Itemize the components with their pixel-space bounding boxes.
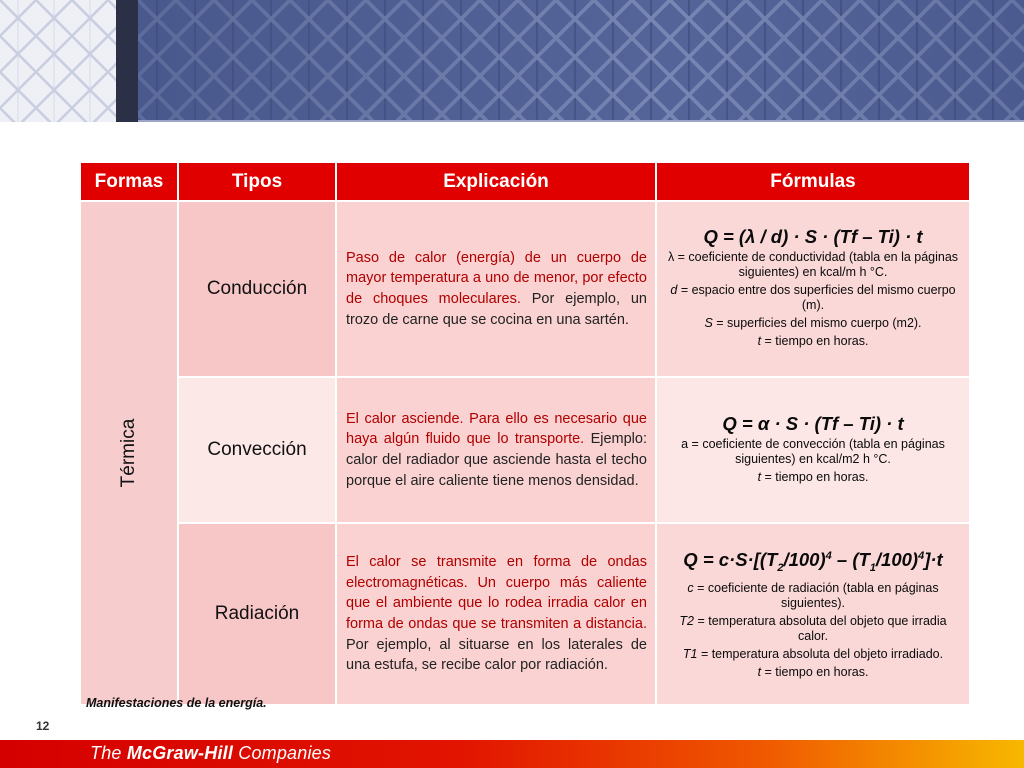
page-number: 12	[36, 719, 50, 733]
formula-line: S = superficies del mismo cuerpo (m2).	[704, 316, 922, 330]
banner-divider	[116, 0, 138, 122]
banner-pattern-left	[0, 0, 116, 122]
formula-line: t = tiempo en horas.	[757, 469, 869, 484]
header-tipos: Tipos	[178, 162, 336, 201]
formula-line: T1 = temperatura absoluta del objeto irradiado.	[682, 646, 944, 661]
explicacion-radiacion: El calor se transmite en forma de ondas electromagnéticas. Un cuerpo más caliente que el ambiente que lo rodea irradia calor en forma de ondas que se transmiten a distancia. Por ejemplo, al situarse en los laterales de una estufa, se recibe calor por radiación.	[336, 523, 656, 705]
formula-conveccion-main: Q = α · S · (Tf – Ti) · t	[722, 412, 904, 434]
header-formas: Formas	[80, 162, 178, 201]
formula-line: t = tiempo en horas.	[757, 664, 869, 679]
formula-conduccion	[656, 201, 970, 377]
formula-line: d = espacio entre dos superficies del mismo cuerpo (m).	[670, 283, 956, 312]
tipo-radiacion: Radiación	[178, 523, 336, 705]
formula-conduccion-main: Q = (λ / d) · S · (Tf – Ti) · t	[703, 226, 923, 247]
formula-radiacion	[656, 523, 970, 705]
forma-termica-label: Térmica	[118, 418, 139, 488]
header-banner	[0, 0, 1024, 122]
formula-line: c = coeficiente de radiación (tabla en páginas siguientes).	[687, 580, 939, 610]
banner-rule	[138, 120, 1024, 122]
formula-radiacion-main: $Q = c\cdot S\cdot[(T_2/100)^4 - (T_1/100)^4]\cdot t$	[683, 549, 943, 574]
formula-line: λ = coeficiente de conductividad (tabla en la páginas siguientes) en kcal/m h °C.	[667, 250, 959, 279]
energy-forms-table	[79, 161, 971, 706]
banner-pattern-right	[138, 0, 1024, 122]
formula-line: t = tiempo en horas.	[757, 334, 869, 348]
header-formulas: Fórmulas	[656, 162, 970, 201]
table-row-conduccion	[80, 201, 970, 377]
header-explicacion: Explicación	[336, 162, 656, 201]
explicacion-conduccion: Paso de calor (energía) de un cuerpo de mayor temperatura a uno de menor, por efecto de choques moleculares. Por ejemplo, un trozo de carne que se cocina en una sartén.	[336, 201, 656, 377]
energy-forms-table-container	[79, 161, 969, 706]
formula-line: a = coeficiente de convección (tabla en páginas siguientes) en kcal/m2 h °C.	[681, 436, 945, 466]
tipo-conduccion: Conducción	[178, 201, 336, 377]
tipo-conveccion: Convección	[178, 377, 336, 523]
explicacion-conveccion: El calor asciende. Para ello es necesario que haya algún fluido que lo transporte. Ejemplo: calor del radiador que asciende hasta el techo porque el aire caliente tiene menos densidad.	[336, 377, 656, 523]
table-header-row	[80, 162, 970, 201]
publisher-logo: The McGraw-Hill Companies	[90, 743, 332, 763]
table-caption: Manifestaciones de la energía.	[86, 696, 267, 710]
table-row-radiacion	[80, 523, 970, 705]
table-row-conveccion	[80, 377, 970, 523]
footer-bar	[0, 740, 1024, 768]
formula-line: T2 = temperatura absoluta del objeto que irradia calor.	[679, 613, 947, 643]
forma-cell	[80, 201, 178, 705]
formula-conveccion	[656, 377, 970, 523]
